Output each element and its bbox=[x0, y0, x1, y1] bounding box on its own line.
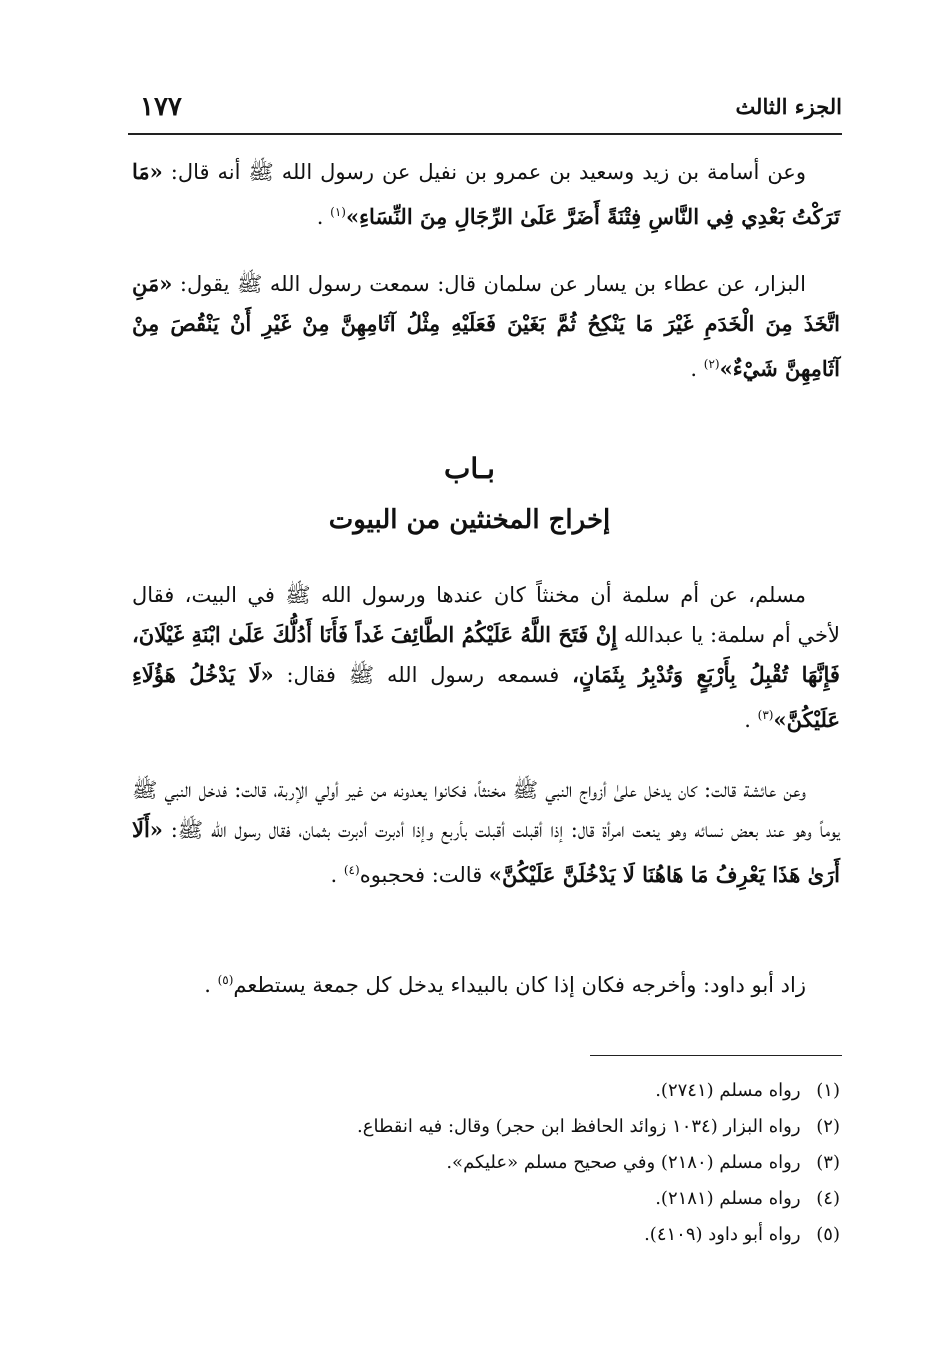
hadith-text: «مَا تَرَكْتُ بَعْدِي فِي النَّاسِ فِتْنَةً أَضَرَّ عَلَىٰ الرِّجَالِ مِنَ النِّسَاءِ» bbox=[132, 159, 840, 229]
paragraph-text: زاد أبو داود: وأخرجه فكان إذا كان بالبيداء يدخل كل جمعة يستطعم bbox=[233, 973, 806, 997]
period: . bbox=[316, 205, 324, 229]
hadith-text: «لَا يَدْخُلُ هَؤُلَاءِ عَلَيْكُنَّ» bbox=[132, 662, 840, 732]
paragraph-bazzar bbox=[132, 264, 840, 389]
footnote-separator bbox=[590, 1055, 842, 1056]
header-rule bbox=[128, 133, 842, 135]
footnotes-list bbox=[200, 1073, 840, 1253]
page-number: ١٧٧ bbox=[140, 92, 182, 122]
hadith-text: إِنْ فَتَحَ اللَّهُ عَلَيْكُمُ الطَّائِفَ غَداً فَأَنَا أَدُلُّكَ عَلَىٰ ابْنَةِ غَيْلَانَ، فَإِنَّهَا تُقْبِلُ بِأَرْبَعٍ وَتُدْبِرُ بِثَمَانٍ، bbox=[132, 622, 840, 687]
footnote-text: رواه البزار (١٠٣٤ زوائد الحافظ ابن حجر) وقال: فيه انقطاع. bbox=[357, 1116, 801, 1137]
paragraph-osama bbox=[132, 152, 840, 237]
footnote-text: رواه مسلم (٢١٨١). bbox=[655, 1188, 801, 1209]
footnote-number: (٣) bbox=[816, 1152, 840, 1173]
footnote-item bbox=[200, 1217, 840, 1253]
footnote-ref[interactable]: (٥) bbox=[217, 973, 234, 987]
footnote-item bbox=[200, 1145, 840, 1181]
footnote-ref[interactable]: (١) bbox=[330, 205, 346, 219]
paragraph-intro: وعن عائشة قالت: كان يدخل علىٰ أزواج النبي ﷺ مخنثاً، فكانوا يعدونه من غير أولي الإربة، قالت: فدخل النبي ﷺ يوماً وهو عند بعض نسائه وهو ينعت امرأة قال: إذا أقبلت أقبلت بأربع وإذا أدبرت أدبرت بثمان، فقال رسول الله ﷺ: bbox=[132, 778, 840, 842]
footnote-item bbox=[200, 1181, 840, 1217]
footnote-text: رواه مسلم (٢١٨٠) وفي صحيح مسلم «عليكم». bbox=[446, 1152, 801, 1173]
chapter-heading: بـاب bbox=[444, 452, 495, 485]
paragraph-intro: البزار، عن عطاء بن يسار عن سلمان قال: سمعت رسول الله ﷺ يقول: bbox=[179, 272, 806, 296]
period: . bbox=[744, 708, 751, 732]
paragraph-middle: فسمعه رسول الله ﷺ فقال: bbox=[286, 663, 560, 687]
footnote-number: (٤) bbox=[816, 1188, 840, 1209]
paragraph-aisha bbox=[132, 770, 840, 895]
paragraph-intro: وعن أسامة بن زيد وسعيد بن عمرو بن نفيل عن رسول الله ﷺ أنه قال: bbox=[170, 160, 806, 184]
footnote-item bbox=[200, 1109, 840, 1145]
paragraph-abu-dawud bbox=[132, 960, 840, 1005]
period: . bbox=[690, 357, 698, 381]
footnote-ref[interactable]: (٤) bbox=[343, 863, 360, 877]
chapter-title: إخراج المخنثين من البيوت bbox=[328, 505, 611, 535]
period: . bbox=[330, 863, 338, 887]
footnote-item bbox=[200, 1073, 840, 1109]
footnote-number: (٢) bbox=[816, 1116, 840, 1137]
footnote-number: (١) bbox=[816, 1080, 840, 1101]
footnote-text: رواه أبو داود (٤١٠٩). bbox=[644, 1224, 801, 1245]
footnote-number: (٥) bbox=[816, 1224, 840, 1245]
page-header bbox=[128, 92, 842, 132]
running-title: الجزء الثالث bbox=[735, 94, 842, 119]
paragraph-outro: قالت: فحجبوه bbox=[359, 863, 483, 887]
paragraph-intro: مسلم، عن أم سلمة أن مخنثاً كان عندها ورسول الله ﷺ في البيت، فقال لأخي أم سلمة: يا عبدالله bbox=[132, 583, 840, 647]
footnote-ref[interactable]: (٣) bbox=[757, 708, 774, 722]
footnote-ref[interactable]: (٢) bbox=[703, 357, 720, 371]
period: . bbox=[204, 973, 211, 997]
footnote-text: رواه مسلم (٢٧٤١). bbox=[655, 1080, 801, 1101]
hadith-text: «أَلَا أَرَىٰ هَذَا يَعْرِفُ مَا هَاهُنَا لَا يَدْخُلَنَّ عَلَيْكُنَّ» bbox=[132, 817, 840, 887]
hadith-text: «مَنِ اتَّخَذَ مِنَ الْخَدَمِ غَيْرَ مَا يَنْكِحُ ثُمَّ بَغَيْنَ فَعَلَيْهِ مِثْلُ آثَامِهِنَّ مِنْ غَيْرِ أَنْ يَنْقُصَ مِنْ آثَامِهِنَّ شَيْءٌ» bbox=[132, 271, 840, 381]
paragraph-umm-salama bbox=[132, 575, 840, 740]
